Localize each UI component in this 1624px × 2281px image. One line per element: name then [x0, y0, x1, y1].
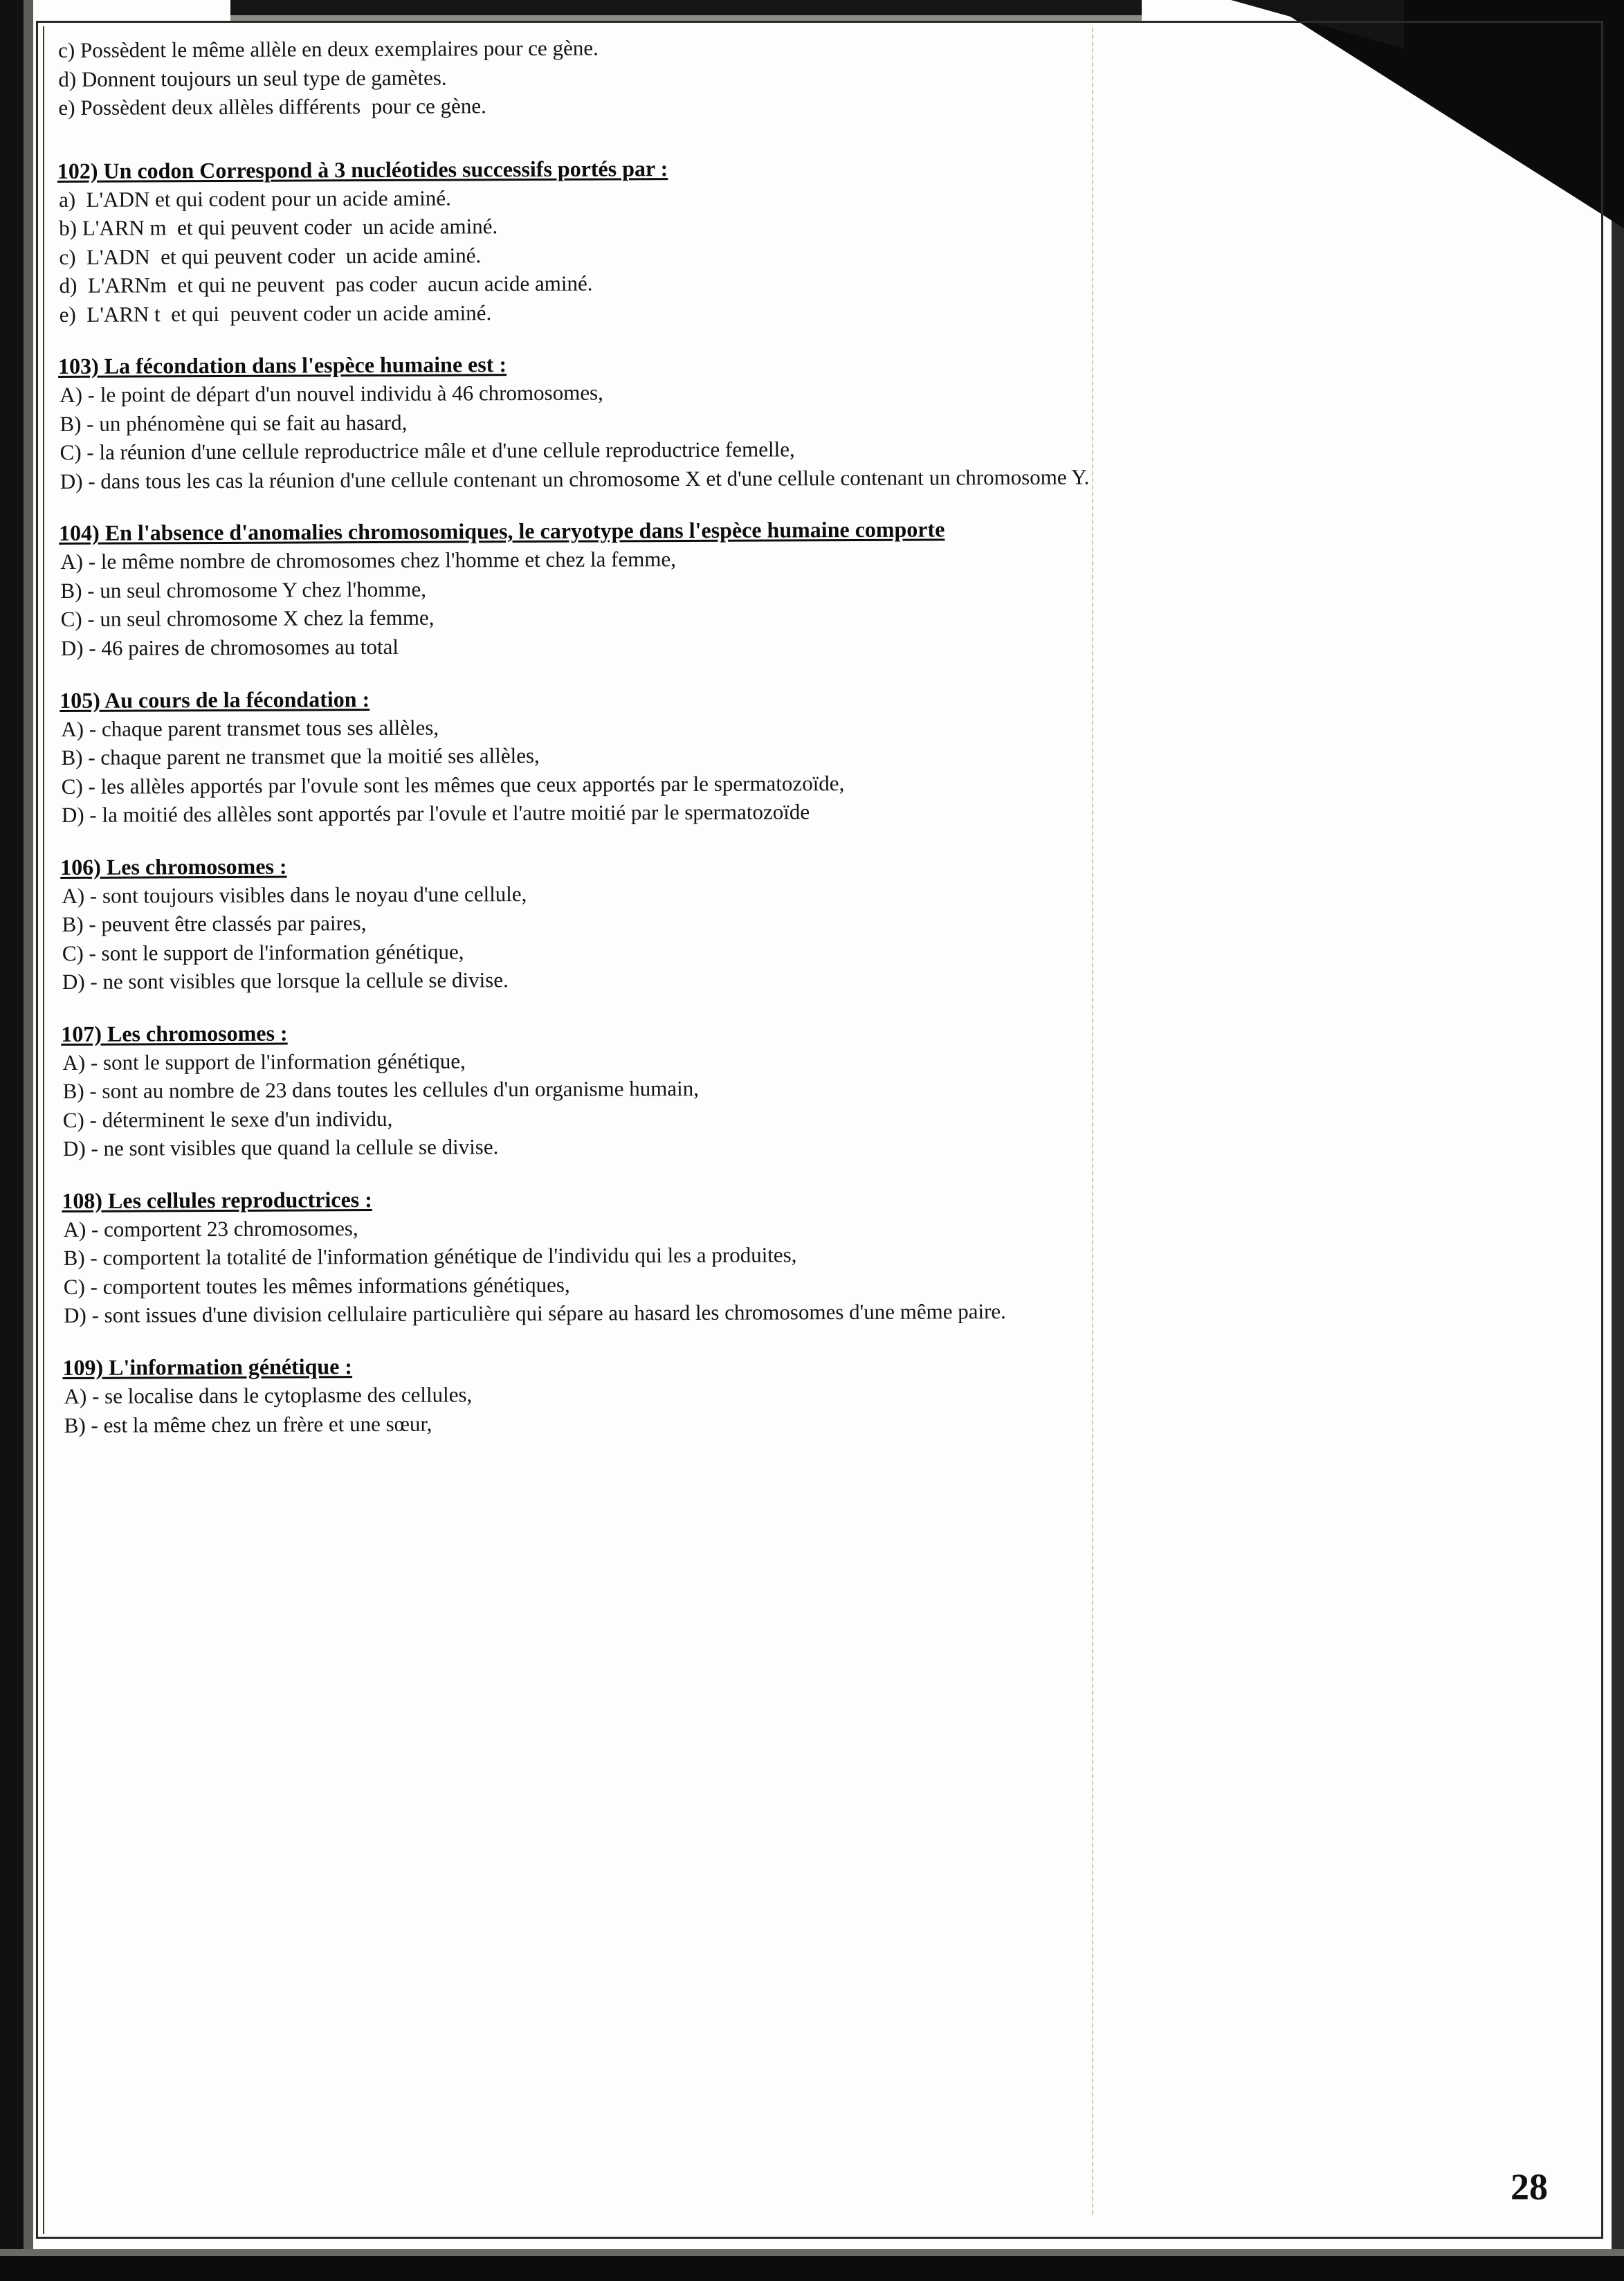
question-heading: 107) Les chromosomes : [61, 1020, 288, 1046]
question-103 [58, 347, 1581, 496]
answer-line: A) - le point de départ d'un nouvel individu à 46 chromosomes, [60, 380, 603, 408]
answer-line: c) L'ADN et qui peuvent coder un acide aminé. [59, 242, 482, 269]
answer-line: D) - ne sont visibles que lorsque la cellule se divise. [62, 967, 509, 994]
page-edge-left-gray [24, 0, 33, 2281]
answer-line: C) - comportent toutes les mêmes informations génétiques, [63, 1272, 570, 1299]
page-number: 28 [1511, 2166, 1548, 2208]
question-heading: 104) En l'absence d'anomalies chromosomiques, le caryotype dans l'espèce humaine comporte [59, 516, 945, 546]
answer-line: b) L'ARN m et qui peuvent coder un acide aminé. [59, 214, 498, 241]
question-heading: 106) Les chromosomes : [60, 853, 287, 880]
answer-line: A) - se localise dans le cytoplasme des cellules, [64, 1382, 473, 1408]
answer-line: e) Possèdent deux allèles différents pour ce gène. [58, 93, 486, 120]
answer-line: d) L'ARNm et qui ne peuvent pas coder aucun acide aminé. [59, 271, 593, 298]
question-heading: 108) Les cellules reproductrices : [62, 1186, 372, 1213]
answer-line: C) - déterminent le sexe d'un individu, [62, 1106, 393, 1132]
answer-line: D) - dans tous les cas la réunion d'une cellule contenant un chromosome X et d'une cellule contenant un chromosome Y. [60, 464, 1090, 493]
answer-line: B) - un phénomène qui se fait au hasard, [60, 410, 408, 436]
answer-line: D) - la moitié des allèles sont apportés par l'ovule et l'autre moitié par le spermatozoïde [61, 799, 810, 828]
question-107 [61, 1015, 1584, 1163]
lead-answers [57, 29, 1580, 122]
answer-line: C) - les allèles apportés par l'ovule sont les mêmes que ceux apportés par le spermatozoïde, [61, 770, 845, 799]
answer-line: A) - sont toujours visibles dans le noyau d'une cellule, [62, 881, 527, 908]
document-content [57, 29, 1585, 1460]
page-edge-right [1612, 0, 1624, 2281]
page-edge-bottom [0, 2256, 1624, 2281]
page-edge-top [228, 0, 1142, 15]
answer-line: B) - comportent la totalité de l'information génétique de l'individu qui les a produites, [63, 1242, 797, 1271]
answer-line: B) - peuvent être classés par paires, [62, 911, 367, 937]
page-top-left-white [33, 0, 230, 21]
question-heading: 103) La fécondation dans l'espèce humaine est : [58, 352, 507, 379]
question-104 [59, 514, 1582, 663]
question-heading: 105) Au cours de la fécondation : [60, 686, 370, 713]
answer-line: A) - comportent 23 chromosomes, [63, 1215, 358, 1242]
answer-line: C) - un seul chromosome X chez la femme, [60, 606, 435, 632]
answer-line: c) Possèdent le même allèle en deux exemplaires pour ce gène. [58, 35, 599, 62]
answer-line: A) - le même nombre de chromosomes chez l'homme et chez la femme, [60, 547, 676, 574]
question-106 [60, 848, 1583, 997]
answer-line: B) - sont au nombre de 23 dans toutes les cellules d'un organisme humain, [62, 1076, 700, 1104]
answer-line: B) - est la même chez un frère et une sœur, [64, 1411, 432, 1437]
question-heading: 109) L'information génétique : [62, 1354, 353, 1380]
page-edge-bottom-gray [0, 2249, 1624, 2256]
answer-line: d) Donnent toujours un seul type de gamètes. [58, 65, 447, 91]
answer-line: D) - ne sont visibles que quand la cellule se divise. [62, 1134, 499, 1161]
question-109 [62, 1348, 1585, 1439]
question-108 [62, 1181, 1585, 1330]
question-heading: 102) Un codon Correspond à 3 nucléotides successifs portés par : [57, 155, 668, 183]
answer-line: C) - sont le support de l'information génétique, [62, 939, 464, 965]
answer-line: A) - sont le support de l'information génétique, [62, 1048, 466, 1075]
answer-line: A) - chaque parent transmet tous ses allèles, [61, 715, 439, 741]
answer-line: a) L'ADN et qui codent pour un acide aminé. [58, 185, 451, 212]
answer-line: D) - 46 paires de chromosomes au total [60, 634, 399, 660]
answer-line: B) - chaque parent ne transmet que la moitié ses allèles, [61, 743, 540, 770]
answer-line: B) - un seul chromosome Y chez l'homme, [60, 576, 427, 603]
page-edge-left [0, 0, 24, 2281]
question-105 [60, 681, 1582, 830]
answer-line: C) - la réunion d'une cellule reproductrice mâle et d'une cellule reproductrice femelle, [60, 437, 795, 465]
answer-line: e) L'ARN t et qui peuvent coder un acide aminé. [59, 300, 492, 327]
question-102 [57, 152, 1580, 329]
answer-line: D) - sont issues d'une division cellulaire particulière qui sépare au hasard les chromosomes d'une même paire. [63, 1299, 1006, 1328]
